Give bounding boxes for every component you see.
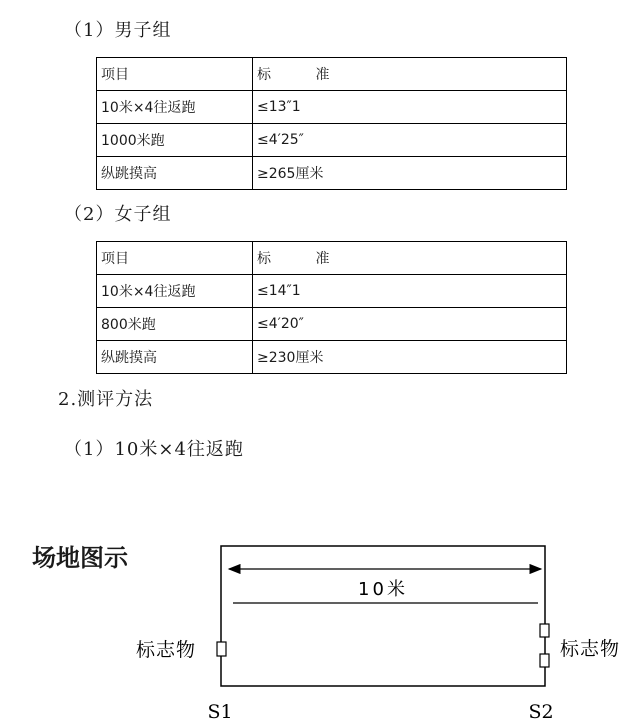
row-item: 10米×4往返跑 — [97, 275, 253, 308]
marker-right-label: 标志物 — [560, 638, 621, 660]
row-item: 纵跳摸高 — [97, 341, 253, 374]
row-item: 纵跳摸高 — [97, 157, 253, 190]
marker-right-bottom-icon — [540, 654, 549, 667]
marker-left-icon — [217, 642, 226, 656]
row-standard: ≤4′20″ — [253, 308, 567, 341]
start-right-label: S2 — [528, 701, 554, 723]
row-standard: ≤13″1 — [253, 91, 567, 124]
start-left-label: S1 — [207, 701, 233, 723]
row-item: 800米跑 — [97, 308, 253, 341]
row-standard: ≤4′25″ — [253, 124, 567, 157]
header-standard: 标 准 — [253, 58, 567, 91]
row-standard: ≤14″1 — [253, 275, 567, 308]
method-item-shuttle-run: （1）10米×4往返跑 — [64, 439, 244, 460]
header-item: 项目 — [97, 58, 253, 91]
row-standard: ≥230厘米 — [253, 341, 567, 374]
row-item: 10米×4往返跑 — [97, 91, 253, 124]
diagram-title: 场地图示 — [32, 544, 128, 572]
header-standard: 标 准 — [253, 242, 567, 275]
male-group-heading: （1）男子组 — [64, 20, 172, 41]
female-group-heading: （2）女子组 — [64, 204, 172, 225]
marker-right-top-icon — [540, 624, 549, 637]
header-item: 项目 — [97, 242, 253, 275]
row-item: 1000米跑 — [97, 124, 253, 157]
field-boundary — [221, 546, 545, 686]
distance-label: 10米 — [358, 579, 408, 600]
row-standard: ≥265厘米 — [253, 157, 567, 190]
marker-left-label: 标志物 — [136, 639, 197, 661]
method-heading: 2.测评方法 — [58, 389, 154, 410]
